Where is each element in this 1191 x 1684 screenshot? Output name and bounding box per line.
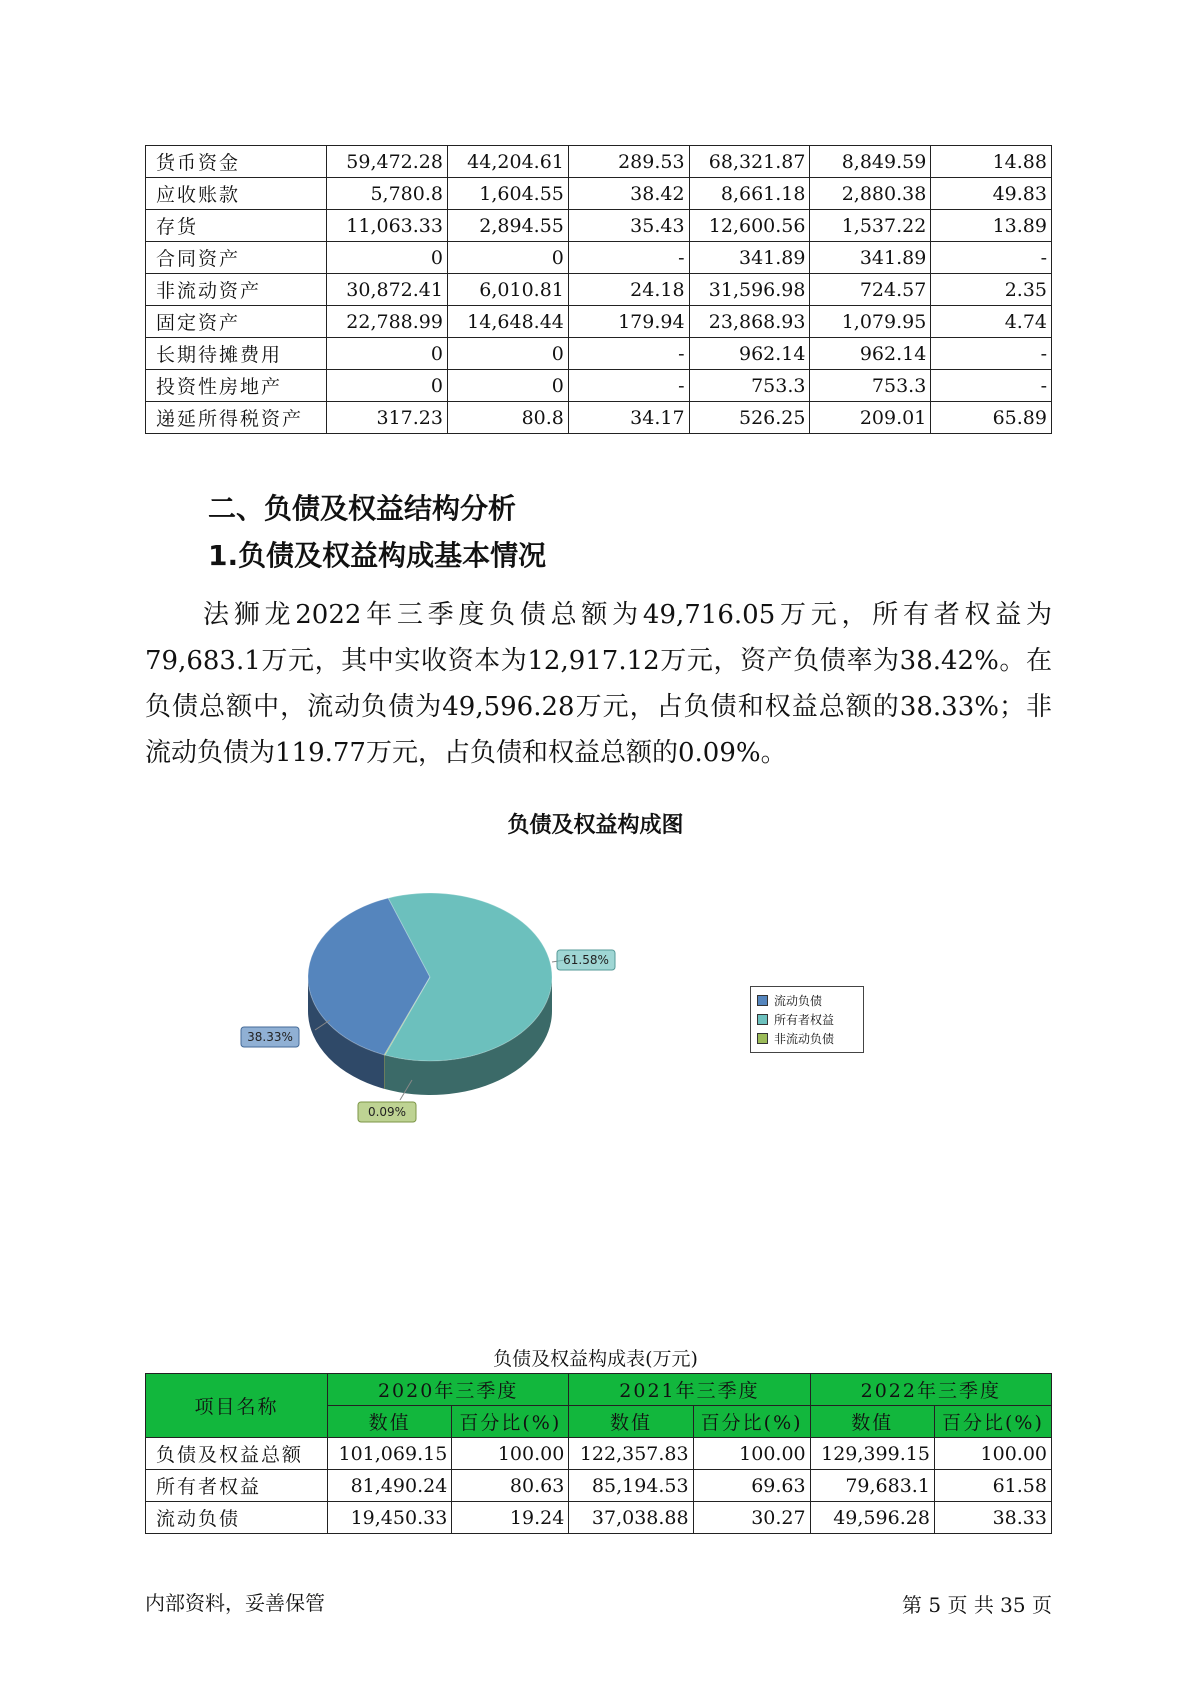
row-label: 合同资产 xyxy=(146,242,327,274)
cell-value: 2.35 xyxy=(931,274,1052,306)
cell-value: 317.23 xyxy=(327,402,448,434)
period-header: 2020年三季度 xyxy=(328,1374,569,1406)
footer-confidential: 内部资料，妥善保管 xyxy=(145,1591,325,1615)
cell-value: 19,450.33 xyxy=(328,1502,452,1534)
cell-value: 122,357.83 xyxy=(569,1438,693,1470)
period-header: 2022年三季度 xyxy=(810,1374,1051,1406)
cell-value: 80.63 xyxy=(452,1470,569,1502)
cell-value: 100.00 xyxy=(693,1438,810,1470)
cell-value: 0 xyxy=(447,338,568,370)
cell-value: 61.58 xyxy=(934,1470,1051,1502)
cell-value: 753.3 xyxy=(689,370,810,402)
pct-header: 百分比(%) xyxy=(693,1406,810,1438)
legend-item xyxy=(757,1029,857,1048)
cell-value: 11,063.33 xyxy=(327,210,448,242)
cell-value: 12,600.56 xyxy=(689,210,810,242)
cell-value: 59,472.28 xyxy=(327,146,448,178)
cell-value: 1,604.55 xyxy=(447,178,568,210)
cell-value: 101,069.15 xyxy=(328,1438,452,1470)
cell-value: - xyxy=(931,370,1052,402)
item-header: 项目名称 xyxy=(146,1374,328,1438)
legend-swatch xyxy=(757,1014,768,1025)
legend-label: 所有者权益 xyxy=(774,1013,835,1027)
row-label: 固定资产 xyxy=(146,306,327,338)
cell-value: - xyxy=(568,370,689,402)
value-header: 数值 xyxy=(810,1406,934,1438)
cell-value: 35.43 xyxy=(568,210,689,242)
cell-value: 23,868.93 xyxy=(689,306,810,338)
data-label: 0.09% xyxy=(367,1105,407,1119)
sub-heading: 1.负债及权益构成基本情况 xyxy=(208,539,547,572)
cell-value: 13.89 xyxy=(931,210,1052,242)
row-label: 投资性房地产 xyxy=(146,370,327,402)
cell-value: 49,596.28 xyxy=(810,1502,934,1534)
structure-table xyxy=(145,1373,1052,1534)
cell-value: 179.94 xyxy=(568,306,689,338)
row-label: 递延所得税资产 xyxy=(146,402,327,434)
cell-value: 34.17 xyxy=(568,402,689,434)
cell-value: 724.57 xyxy=(810,274,931,306)
footer-page-number: 第 5 页 共 35 页 xyxy=(902,1593,1052,1617)
table-caption: 负债及权益构成表(万元) xyxy=(493,1348,698,1370)
row-label: 流动负债 xyxy=(146,1502,328,1534)
row-label: 非流动资产 xyxy=(146,274,327,306)
cell-value: 0 xyxy=(327,242,448,274)
cell-value: 0 xyxy=(327,370,448,402)
legend-item xyxy=(757,991,857,1010)
pct-header: 百分比(%) xyxy=(934,1406,1051,1438)
cell-value: 5,780.8 xyxy=(327,178,448,210)
data-label: 61.58% xyxy=(563,953,609,967)
cell-value: 37,038.88 xyxy=(569,1502,693,1534)
cell-value: 81,490.24 xyxy=(328,1470,452,1502)
cell-value: 85,194.53 xyxy=(569,1470,693,1502)
cell-value: 1,537.22 xyxy=(810,210,931,242)
row-label: 负债及权益总额 xyxy=(146,1438,328,1470)
legend-swatch xyxy=(757,995,768,1006)
cell-value: 79,683.1 xyxy=(810,1470,934,1502)
cell-value: - xyxy=(568,338,689,370)
cell-value: 65.89 xyxy=(931,402,1052,434)
cell-value: 2,880.38 xyxy=(810,178,931,210)
cell-value: - xyxy=(568,242,689,274)
cell-value: 341.89 xyxy=(689,242,810,274)
value-header: 数值 xyxy=(569,1406,693,1438)
legend-swatch xyxy=(757,1033,768,1044)
cell-value: 22,788.99 xyxy=(327,306,448,338)
cell-value: 30.27 xyxy=(693,1502,810,1534)
cell-value: 38.33 xyxy=(934,1502,1051,1534)
pct-header: 百分比(%) xyxy=(452,1406,569,1438)
row-label: 应收账款 xyxy=(146,178,327,210)
cell-value: 8,661.18 xyxy=(689,178,810,210)
row-label: 货币资金 xyxy=(146,146,327,178)
cell-value: - xyxy=(931,242,1052,274)
cell-value: 2,894.55 xyxy=(447,210,568,242)
cell-value: 6,010.81 xyxy=(447,274,568,306)
cell-value: 962.14 xyxy=(810,338,931,370)
section-heading: 二、负债及权益结构分析 xyxy=(208,492,517,525)
legend-item xyxy=(757,1010,857,1029)
cell-value: 1,079.95 xyxy=(810,306,931,338)
table-row xyxy=(146,1502,1052,1534)
cell-value: 100.00 xyxy=(452,1438,569,1470)
cell-value: - xyxy=(931,338,1052,370)
cell-value: 30,872.41 xyxy=(327,274,448,306)
data-label: 38.33% xyxy=(247,1030,293,1044)
cell-value: 4.74 xyxy=(931,306,1052,338)
row-label: 存货 xyxy=(146,210,327,242)
analysis-paragraph: 法狮龙2022年三季度负债总额为49,716.05万元，所有者权益为79,683.1万元，其中实收资本为12,917.12万元，资产负债率为38.42%。在负债总额中，流动负债为49,596.28万元，占负债和权益总额的38.33%；非流动负债为119.77万元，占负债和权益总额的0.09%。 xyxy=(145,600,1052,768)
cell-value: 44,204.61 xyxy=(447,146,568,178)
pie-slice-side xyxy=(384,1055,385,1089)
cell-value: 962.14 xyxy=(689,338,810,370)
cell-value: 14,648.44 xyxy=(447,306,568,338)
cell-value: 209.01 xyxy=(810,402,931,434)
cell-value: 68,321.87 xyxy=(689,146,810,178)
cell-value: 49.83 xyxy=(931,178,1052,210)
table-row xyxy=(146,1438,1052,1470)
row-label: 所有者权益 xyxy=(146,1470,328,1502)
cell-value: 100.00 xyxy=(934,1438,1051,1470)
cell-value: 0 xyxy=(447,242,568,274)
period-header: 2021年三季度 xyxy=(569,1374,810,1406)
cell-value: 129,399.15 xyxy=(810,1438,934,1470)
table-row xyxy=(146,1470,1052,1502)
row-label: 长期待摊费用 xyxy=(146,338,327,370)
cell-value: 289.53 xyxy=(568,146,689,178)
cell-value: 0 xyxy=(327,338,448,370)
cell-value: 80.8 xyxy=(447,402,568,434)
chart-legend xyxy=(750,986,864,1053)
cell-value: 341.89 xyxy=(810,242,931,274)
chart-title: 负债及权益构成图 xyxy=(507,813,684,838)
cell-value: 0 xyxy=(447,370,568,402)
cell-value: 38.42 xyxy=(568,178,689,210)
cell-value: 31,596.98 xyxy=(689,274,810,306)
cell-value: 8,849.59 xyxy=(810,146,931,178)
legend-label: 非流动负债 xyxy=(774,1032,835,1046)
cell-value: 14.88 xyxy=(931,146,1052,178)
cell-value: 753.3 xyxy=(810,370,931,402)
cell-value: 24.18 xyxy=(568,274,689,306)
cell-value: 526.25 xyxy=(689,402,810,434)
cell-value: 19.24 xyxy=(452,1502,569,1534)
value-header: 数值 xyxy=(328,1406,452,1438)
legend-label: 流动负债 xyxy=(774,994,823,1008)
cell-value: 69.63 xyxy=(693,1470,810,1502)
